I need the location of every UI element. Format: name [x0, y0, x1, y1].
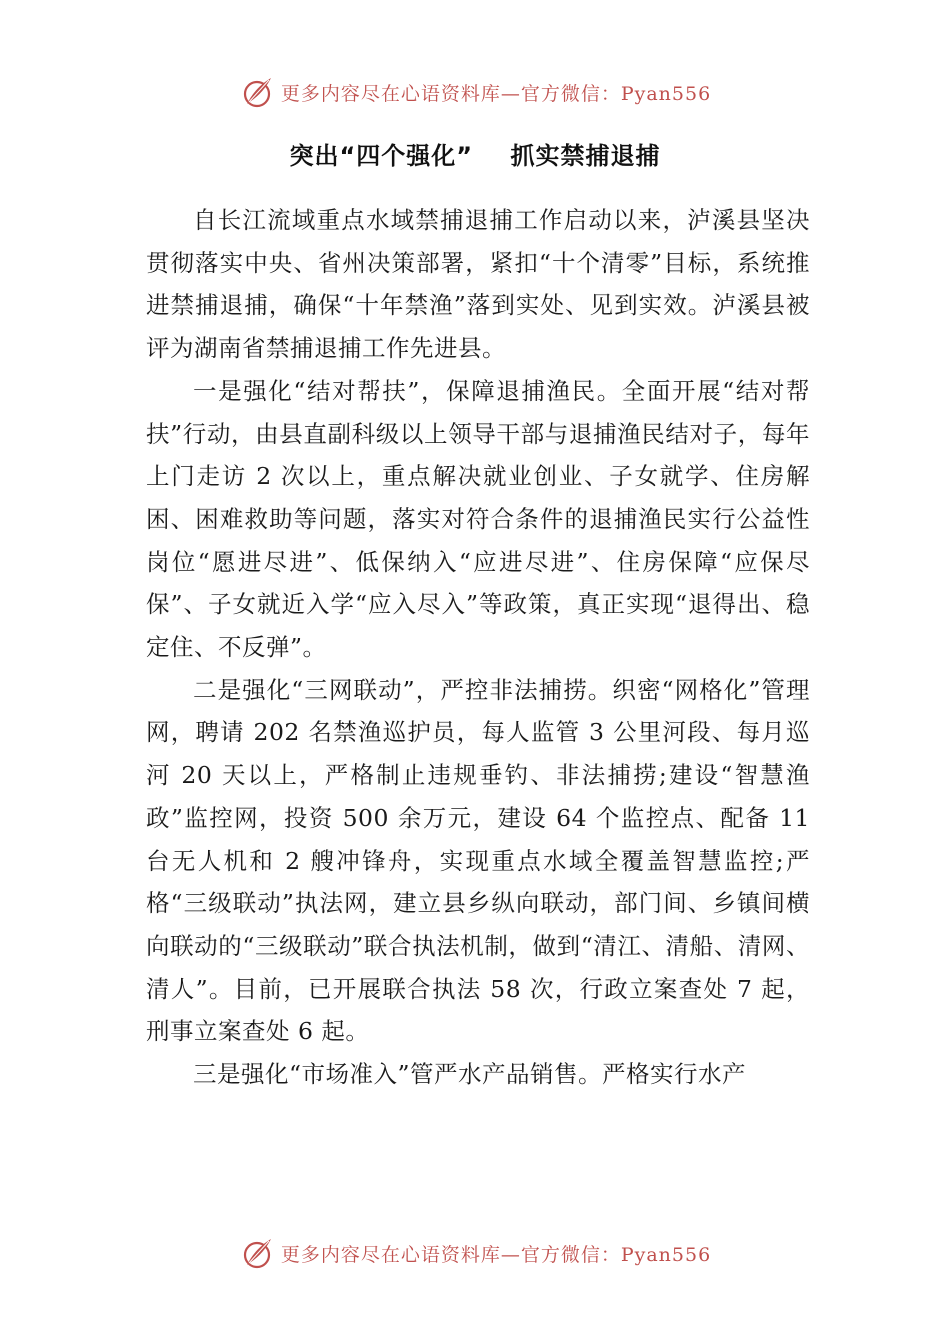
watermark-header — [0, 70, 950, 114]
paragraph-point-3: 三是强化“市场准入”管严水产品销售。严格实行水产 — [193, 1060, 747, 1089]
feather-logo-icon — [239, 74, 275, 110]
watermark-text: 更多内容尽在心语资料库—官方微信：Pyan556 — [280, 1243, 712, 1266]
watermark-text: 更多内容尽在心语资料库—官方微信：Pyan556 — [280, 82, 712, 105]
document-body — [146, 199, 810, 1096]
paragraph-intro: 自长江流域重点水域禁捕退捕工作启动以来，泸溪县坚决贯彻落实中央、省州决策部署，紧扣“十个清零”目标，系统推进禁捕退捕，确保“十年禁渔”落到实处、见到实效。泸溪县被评为湖南省禁捕退捕工作先进县。 — [146, 206, 810, 363]
paragraph-point-1: 一是强化“结对帮扶”，保障退捕渔民。全面开展“结对帮扶”行动，由县直副科级以上领导干部与退捕渔民结对子，每年上门走访 2 次以上，重点解决就业创业、子女就学、住房解困、困难救助等问题，落实对符合条件的退捕渔民实行公益性岗位“愿进尽进”、低保纳入“应进尽进”、住房保障“应保尽保”、子女就近入学“应入尽入”等政策，真正实现“退得出、稳定住、不反弹”。 — [146, 376, 810, 662]
paragraph-point-2: 二是强化“三网联动”，严控非法捕捞。织密“网格化”管理网，聘请 202 名禁渔巡护员，每人监管 3 公里河段、每月巡河 20 天以上，严格制止违规垂钓、非法捕捞;建设“智慧渔政”监控网，投资 500 余万元，建设 64 个监控点、配备 11 台无人机和 2 艘冲锋舟，实现重点水域全覆盖智慧监控;严格“三级联动”执法网，建立县乡纵向联动，部门间、乡镇间横向联动的“三级联动”联合执法机制，做到“清江、清船、清网、清人”。目前，已开展联合执法 58 次，行政立案查处 7 起，刑事立案查处 6 起。 — [146, 675, 810, 1046]
document-title: 突出“四个强化” 抓实禁捕退捕 — [289, 142, 661, 170]
watermark-footer — [0, 1231, 950, 1275]
feather-logo-icon — [239, 1235, 275, 1271]
